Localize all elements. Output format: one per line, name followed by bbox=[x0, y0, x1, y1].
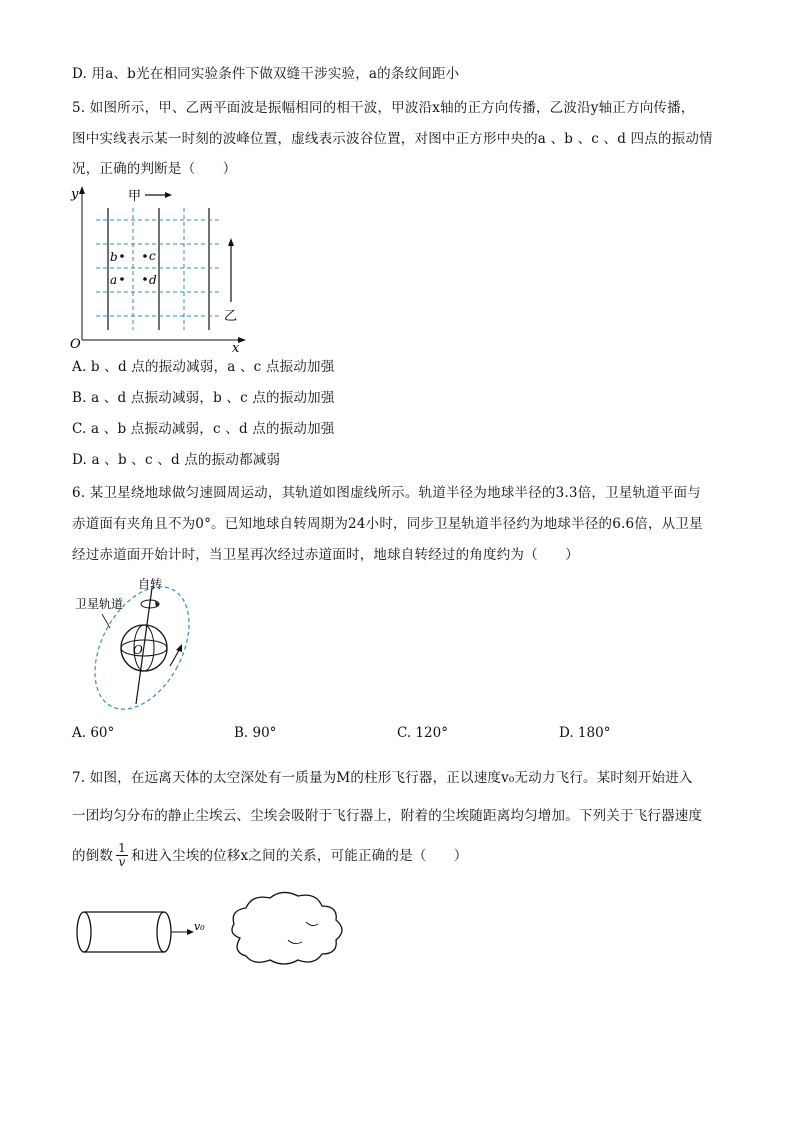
q5-stem-line-3: 况，正确的判断是（ ） bbox=[72, 161, 237, 177]
orbit-direction-arrowhead bbox=[176, 644, 182, 652]
fraction-denominator: v bbox=[118, 855, 126, 869]
velocity-arrowhead bbox=[187, 929, 194, 935]
inverse-velocity-fraction bbox=[116, 842, 128, 869]
point-a-label: a bbox=[110, 273, 118, 287]
q5-option-d: D. a 、b 、c 、d 点的振动都减弱 bbox=[72, 452, 281, 468]
q6-stem-line-3: 经过赤道面开始计时，当卫星再次经过赤道面时，地球自转经过的角度约为（ ） bbox=[72, 547, 579, 563]
y-axis-label: y bbox=[71, 187, 79, 202]
q5-stem-line-1: 5. 如图所示，甲、乙两平面波是振幅相同的相干波，甲波沿x轴的正方向传播，乙波沿y轴正方向传播， bbox=[72, 100, 695, 116]
q6-stem-line-2: 赤道面有夹角且不为0°。已知地球自转周期为24小时，同步卫星轨道半径约为地球半径的6.6倍，从卫星 bbox=[72, 516, 703, 532]
fraction-numerator: 1 bbox=[118, 841, 126, 855]
q7-craft-figure bbox=[70, 888, 400, 968]
q6-stem-line-1: 6. 某卫星绕地球做匀速圆周运动，其轨道如图虚线所示。轨道半径为地球半径的3.3倍，卫星轨道平面与 bbox=[72, 485, 701, 501]
y-axis-arrow bbox=[79, 186, 85, 194]
wave-yi-label: 乙 bbox=[224, 309, 238, 324]
q5-wave-figure bbox=[68, 182, 258, 354]
velocity-label: v₀ bbox=[194, 920, 205, 933]
cloud-detail bbox=[288, 940, 302, 944]
wave-yi-arrowhead bbox=[228, 238, 234, 246]
q6-option-c: C. 120° bbox=[397, 725, 448, 741]
dust-cloud bbox=[232, 892, 342, 964]
point-d bbox=[143, 277, 147, 281]
wave-jia-label: 甲 bbox=[128, 189, 142, 204]
q6-option-b: B. 90° bbox=[234, 725, 277, 741]
q5-stem-line-2: 图中实线表示某一时刻的波峰位置，虚线表示波谷位置，对图中正方形中央的a 、b 、c 、d 四点的振动情 bbox=[72, 131, 713, 147]
q7-stem-line-3 bbox=[72, 842, 468, 869]
origin-label: O bbox=[70, 337, 81, 352]
q5-option-a: A. b 、d 点的振动减弱，a 、c 点振动加强 bbox=[72, 359, 335, 375]
rotation-label: 自转 bbox=[138, 577, 163, 591]
cloud-detail bbox=[306, 922, 318, 926]
orbit-label: 卫星轨道 bbox=[75, 597, 124, 611]
cylinder-front bbox=[157, 912, 171, 952]
q4-option-d: D. 用a、b光在相同实验条件下做双缝干涉实验，a的条纹间距小 bbox=[72, 66, 460, 82]
point-b-label: b bbox=[110, 250, 118, 264]
center-label: O bbox=[133, 643, 143, 657]
q6-orbit-figure bbox=[72, 574, 202, 714]
point-d-label: d bbox=[149, 273, 157, 287]
q6-option-d: D. 180° bbox=[559, 725, 611, 741]
q7-stem-prefix: 的倒数 bbox=[72, 847, 114, 864]
cylinder-back bbox=[77, 912, 91, 952]
point-a bbox=[120, 277, 124, 281]
x-axis-label: x bbox=[232, 341, 240, 354]
point-c-label: c bbox=[149, 249, 156, 263]
point-b bbox=[120, 254, 124, 258]
point-c bbox=[143, 254, 147, 258]
q5-option-c: C. a 、b 点振动减弱，c 、d 点的振动加强 bbox=[72, 421, 335, 437]
q7-stem-line-2: 一团均匀分布的静止尘埃云、尘埃会吸附于飞行器上，附着的尘埃随距离均匀增加。下列关于飞行器速度 bbox=[72, 808, 703, 824]
wave-jia-arrowhead bbox=[165, 192, 172, 198]
q7-stem-line-1: 7. 如图，在远离天体的太空深处有一质量为M的柱形飞行器，正以速度v₀无动力飞行。某时刻开始进入 bbox=[72, 770, 693, 786]
q5-option-b: B. a 、d 点振动减弱，b 、c 点的振动加强 bbox=[72, 390, 335, 406]
q6-option-a: A. 60° bbox=[72, 725, 115, 741]
q7-stem-suffix: 和进入尘埃的位移x之间的关系，可能正确的是（ ） bbox=[130, 847, 468, 864]
orbit-label-pointer bbox=[102, 614, 110, 628]
